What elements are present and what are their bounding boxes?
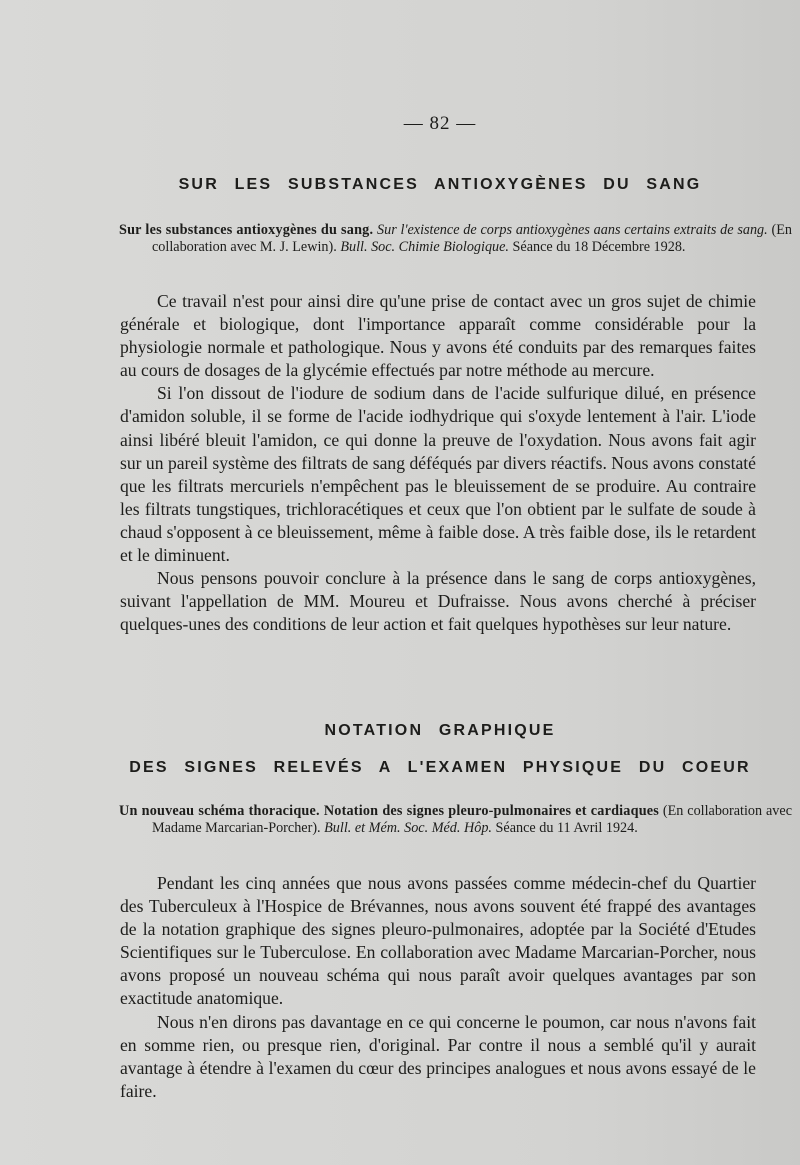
reference-collaboration: (En collaboration avec M. J. Lewin). (152, 222, 793, 255)
reference-title: Sur les substances antioxygènes du sang. (119, 222, 374, 238)
reference-title: Un nouveau schéma thoracique. Notation des signes pleuro-pulmonaires et cardiaques (119, 803, 659, 819)
paragraph: Nous n'en dirons pas davantage en ce qui concerne le poumon, car nous n'avons fait en somme rien, ou presque rien, d'original. Par contre il nous a semblé qu'il y aurait avantage à étendre à l'examen du cœur des principes analogues et nous avons essayé de le faire. (120, 1011, 756, 1101)
reference-date: Séance du 11 Avril 1924. (495, 820, 638, 836)
reference-journal: Bull. Soc. Chimie Biologique. (340, 239, 509, 255)
section-heading-antioxygenes: SUR LES SUBSTANCES ANTIOXYGÈNES DU SANG (178, 176, 702, 193)
paragraph: Si l'on dissout de l'iodure de sodium dans de l'acide sulfurique dilué, en présence d'amidon soluble, il se forme de l'acide iodhydrique qui s'oxyde lentement à l'air. L'iode ainsi libéré bleuit l'amidon, ce qui donne la preuve de l'oxydation. Nous avons fait agir sur un pareil système des filtrats de sang déféqués par divers réactifs. Nous avons constaté que les filtrats mercuriels n'empêchent pas le bleuissement de se produire. Au contraire les filtrats tungstiques, trichloracétiques et ceux que l'on obtient par le sulfate de soude à chaud s'opposent à ce bleuissement, même à faible dose. A très faible dose, ils le retardent et le diminuent. (120, 383, 756, 566)
paragraph: Nous pensons pouvoir conclure à la présence dans le sang de corps antioxygènes, suivant l'appellation de MM. Moureu et Dufraisse. Nous avons cherché à préciser quelques-unes des conditions de leur action et fait quelques hypothèses sur leur nature. (120, 568, 756, 635)
paragraph: Pendant les cinq années que nous avons passées comme médecin-chef du Quartier des Tuberculeux à l'Hospice de Brévannes, nous avons souvent été frappé des avantages de la notation graphique des signes pleuro-pulmonaires, adoptée par la Société d'Etudes Scientifiques sur le Tuberculose. En collaboration avec Madame Marcarian-Porcher, nous avons proposé un nouveau schéma qui nous paraît avoir quelques avantages par son exactitude anatomique. (120, 873, 756, 1009)
section-body-antioxygenes (120, 290, 756, 636)
reference-subtitle: Sur l'existence de corps antioxygènes aans certains extraits de sang. (377, 222, 768, 238)
section-heading-notation: NOTATION GRAPHIQUE (324, 722, 556, 739)
reference-antioxygenes (119, 222, 792, 256)
reference-notation (119, 803, 792, 837)
page-number: — 82 — (403, 113, 477, 134)
section-subheading-notation: DES SIGNES RELEVÉS A L'EXAMEN PHYSIQUE DU COEUR (129, 759, 751, 776)
reference-collaboration: (En collaboration avec Madame Marcarian-Porcher). (152, 803, 792, 836)
paragraph: Ce travail n'est pour ainsi dire qu'une prise de contact avec un gros sujet de chimie générale et biologique, dont l'importance apparaît comme considérable pour la physiologie normale et pathologique. Nous y avons été conduits par des remarques faites au cours de dosages de la glycémie effectués par notre méthode au mercure. (120, 291, 756, 381)
reference-date: Séance du 18 Décembre 1928. (512, 239, 686, 255)
section-body-notation (120, 872, 756, 1103)
reference-journal: Bull. et Mém. Soc. Méd. Hôp. (324, 820, 492, 836)
